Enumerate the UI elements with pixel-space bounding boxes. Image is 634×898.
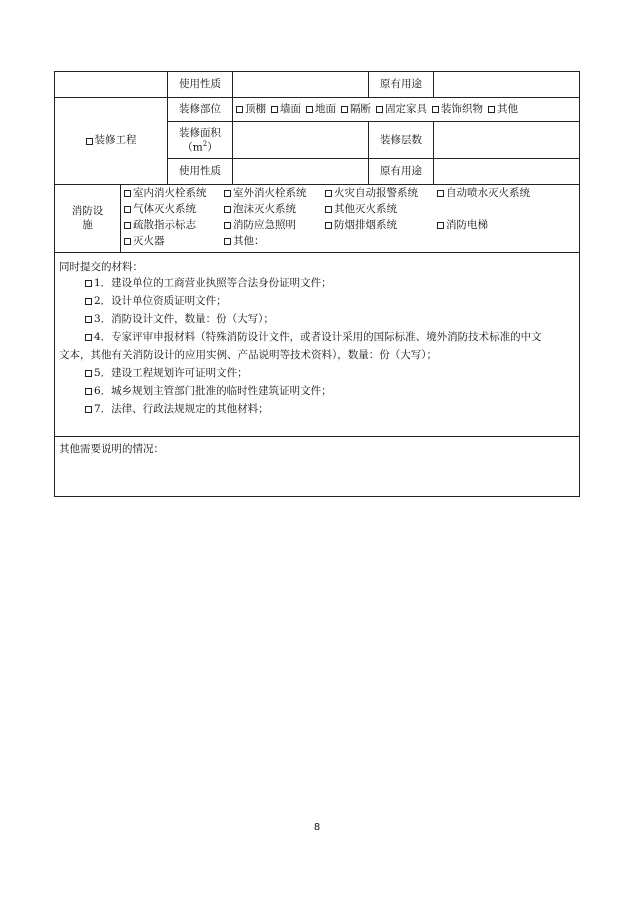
checkbox-icon[interactable]: [224, 206, 231, 213]
fire-facilities-label: 消防设 施: [71, 205, 104, 231]
checkbox-icon[interactable]: [224, 238, 231, 245]
decoration-area-value[interactable]: [232, 122, 368, 159]
checkbox-icon[interactable]: [376, 106, 383, 113]
usage-row-top: [55, 72, 579, 98]
part-option-other[interactable]: 其他: [488, 103, 518, 116]
other-notes-label: 其他需要说明的情况：: [59, 443, 164, 455]
facility-foam-extinguish[interactable]: 泡沫灭火系统: [224, 202, 296, 217]
material-item-7[interactable]: 7．法律、行政法规规定的其他材料；: [85, 401, 573, 418]
checkbox-icon[interactable]: [236, 106, 243, 113]
facility-gas-extinguish[interactable]: 气体灭火系统: [124, 202, 196, 217]
checkbox-icon[interactable]: [124, 238, 131, 245]
decoration-original-use-label: 原有用途: [368, 159, 433, 184]
decoration-original-use-value[interactable]: [433, 159, 579, 184]
checkbox-icon[interactable]: [325, 206, 332, 213]
checkbox-icon[interactable]: [85, 334, 92, 341]
checkbox-icon[interactable]: [124, 190, 131, 197]
decoration-area-unit: $(m^2)$: [182, 139, 218, 154]
checkbox-icon[interactable]: [306, 106, 313, 113]
decoration-parts-label: 装修部位: [167, 98, 232, 122]
part-option-floor[interactable]: 地面: [306, 103, 336, 116]
fire-facilities-options: [120, 185, 579, 252]
facility-other-extinguish[interactable]: 其他灭火系统: [325, 202, 397, 217]
checkbox-icon[interactable]: [488, 106, 495, 113]
part-option-partition[interactable]: 隔断: [341, 103, 371, 116]
facility-smoke-exhaust[interactable]: 防烟排烟系统: [325, 218, 397, 233]
use-nature-value[interactable]: [232, 72, 368, 97]
facility-evacuation-sign[interactable]: 疏散指示标志: [124, 218, 196, 233]
checkbox-icon[interactable]: [224, 190, 231, 197]
checkbox-icon[interactable]: [85, 388, 92, 395]
original-use-value[interactable]: [433, 72, 579, 97]
use-nature-label: 使用性质: [167, 72, 232, 97]
facility-other[interactable]: 其他：: [224, 234, 265, 249]
facility-sprinkler[interactable]: 自动喷水灭火系统: [437, 186, 530, 201]
part-option-furniture[interactable]: 固定家具: [376, 103, 427, 116]
checkbox-icon[interactable]: [325, 190, 332, 197]
decoration-floors-label: 装修层数: [368, 122, 433, 159]
material-item-4[interactable]: 4．专家评审申报材料（特殊消防设计文件，或者设计采用的国际标准、境外消防技术标准的中文: [85, 329, 573, 346]
material-item-2[interactable]: 2．设计单位资质证明文件；: [85, 293, 573, 310]
facility-fire-alarm[interactable]: 火灾自动报警系统: [325, 186, 418, 201]
materials-title: 同时提交的材料：: [59, 261, 143, 273]
decoration-use-value[interactable]: [232, 159, 368, 184]
decoration-parts-options: [232, 98, 579, 122]
checkbox-icon[interactable]: [85, 406, 92, 413]
material-item-5[interactable]: 5．建设工程规划许可证明文件；: [85, 365, 573, 382]
decoration-label: 装修工程: [94, 134, 137, 147]
checkbox-icon[interactable]: [437, 222, 444, 229]
decoration-block: [55, 98, 579, 185]
checkbox-icon[interactable]: [341, 106, 348, 113]
checkbox-icon[interactable]: [85, 280, 92, 287]
page-number: 8: [313, 822, 321, 833]
blank-cell: [55, 72, 167, 97]
facility-extinguisher[interactable]: 灭火器: [124, 234, 165, 249]
checkbox-icon[interactable]: [432, 106, 439, 113]
checkbox-icon[interactable]: [86, 138, 93, 145]
material-item-4-continued: 文本，其他有关消防设计的应用实例、产品说明等技术资料），数量：份（大写）；: [59, 349, 437, 361]
decoration-use-label: 使用性质: [167, 159, 232, 184]
decoration-floors-value[interactable]: [433, 122, 579, 159]
material-item-6[interactable]: 6．城乡规划主管部门批准的临时性建筑证明文件；: [85, 383, 573, 400]
facility-emergency-lighting[interactable]: 消防应急照明: [224, 218, 296, 233]
decoration-area-label-cell: [167, 122, 232, 159]
material-item-1[interactable]: 1．建设单位的工商营业执照等合法身份证明文件；: [85, 275, 573, 292]
material-item-3[interactable]: 3．消防设计文件，数量：份（大写）；: [85, 311, 573, 328]
decoration-area-label: 装修面积: [179, 126, 221, 139]
materials-section: [55, 253, 579, 437]
checkbox-icon[interactable]: [85, 316, 92, 323]
facility-fire-elevator[interactable]: 消防电梯: [437, 218, 488, 233]
part-option-wall[interactable]: 墙面: [271, 103, 301, 116]
checkbox-icon[interactable]: [271, 106, 278, 113]
application-form-table: [54, 71, 580, 497]
fire-facilities-row: [55, 185, 579, 253]
facility-indoor-hydrant[interactable]: 室内消火栓系统: [124, 186, 207, 201]
checkbox-icon[interactable]: [124, 222, 131, 229]
checkbox-icon[interactable]: [124, 206, 131, 213]
decoration-label-cell[interactable]: [55, 98, 167, 184]
checkbox-icon[interactable]: [85, 370, 92, 377]
checkbox-icon[interactable]: [325, 222, 332, 229]
facility-outdoor-hydrant[interactable]: 室外消火栓系统: [224, 186, 307, 201]
part-option-fabric[interactable]: 装饰织物: [432, 103, 483, 116]
checkbox-icon[interactable]: [437, 190, 444, 197]
part-option-ceiling[interactable]: 顶棚: [236, 103, 266, 116]
original-use-label: 原有用途: [368, 72, 433, 97]
other-notes-section[interactable]: [55, 437, 579, 496]
checkbox-icon[interactable]: [85, 298, 92, 305]
checkbox-icon[interactable]: [224, 222, 231, 229]
